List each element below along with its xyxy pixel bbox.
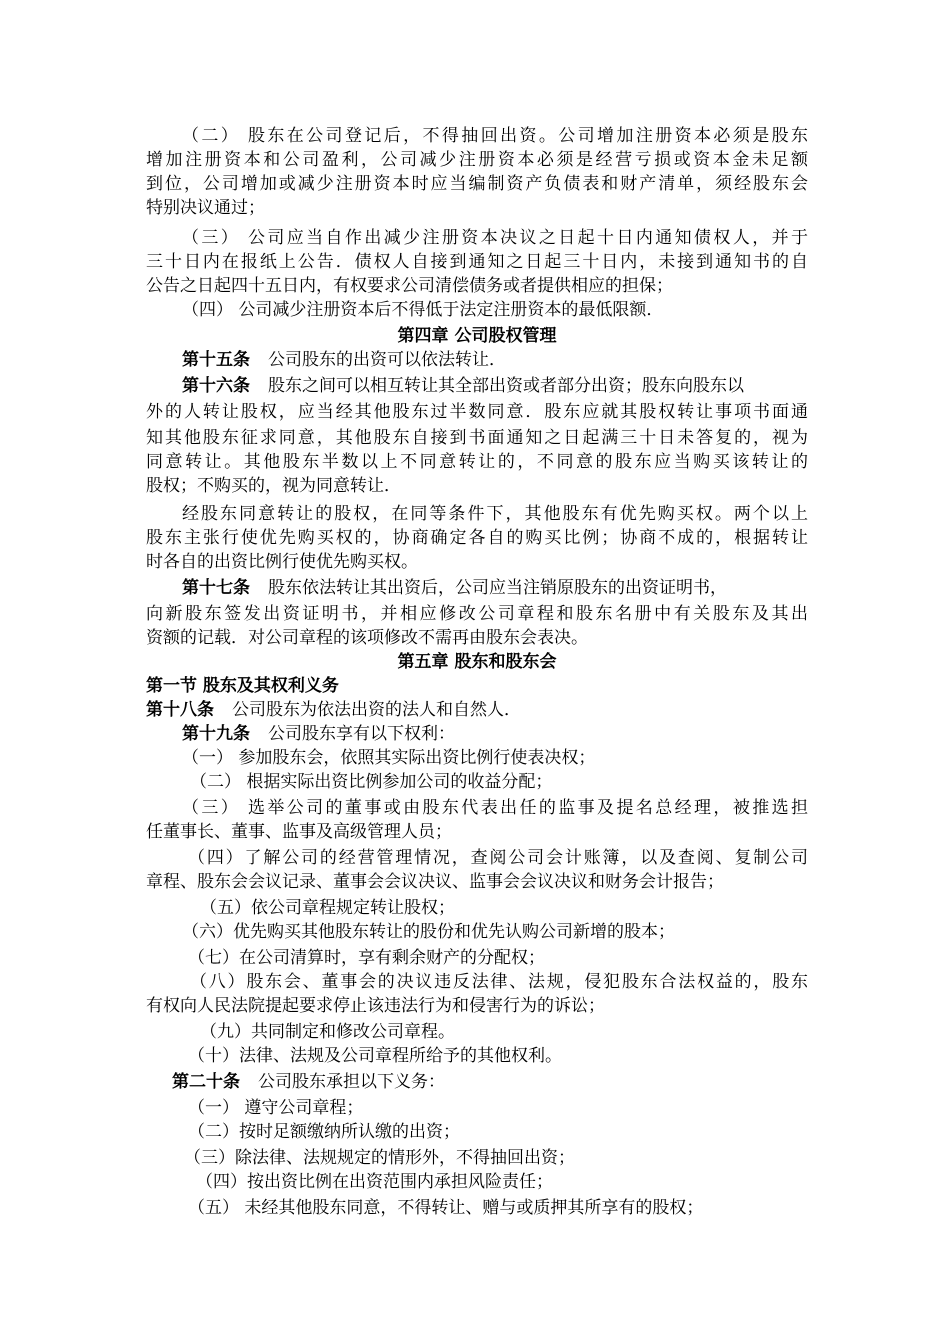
paragraph-line: （四） 公司减少注册资本后不得低于法定注册资本的最低限额． bbox=[182, 300, 664, 320]
article-line bbox=[182, 722, 844, 746]
paragraph-line: 增加注册资本和公司盈利，公司减少注册资本必须是经营亏损或资本金未足额 bbox=[146, 150, 808, 170]
article-number: 第十七条 bbox=[182, 578, 250, 598]
paragraph-line: 三十日内在报纸上公告．债权人自接到通知之日起三十日内，未接到通知书的自 bbox=[146, 252, 808, 272]
article-line bbox=[182, 374, 808, 398]
article-text: 公司股东的出资可以依法转让． bbox=[268, 350, 506, 370]
paragraph-line: 任董事长、董事、监事及高级管理人员； bbox=[146, 822, 452, 842]
list-item: （九）共同制定和修改公司章程。 bbox=[200, 1022, 455, 1042]
list-item: （一） 参加股东会，依照其实际出资比例行使表决权； bbox=[182, 748, 596, 768]
list-item: （四）按出资比例在出资范围内承担风险责任； bbox=[196, 1172, 553, 1192]
paragraph-line: 资额的记载．对公司章程的该项修改不需再由股东会表决。 bbox=[146, 628, 588, 648]
list-item: （四）了解公司的经营管理情况，查阅公司会计账簿，以及查阅、复制公司 bbox=[188, 848, 808, 868]
article-line bbox=[182, 576, 808, 600]
list-item: （五）依公司章程规定转让股权； bbox=[200, 898, 455, 918]
article-number: 第十九条 bbox=[182, 724, 250, 744]
article-text: 公司股东享有以下权利： bbox=[268, 724, 455, 744]
paragraph-line: 公告之日起四十五日内，有权要求公司清偿债务或者提供相应的担保； bbox=[146, 276, 673, 296]
section-heading: 第一节 股东及其权利义务 bbox=[146, 676, 339, 696]
paragraph-line: 向新股东签发出资证明书，并相应修改公司章程和股东名册中有关股东及其出 bbox=[146, 604, 808, 624]
article-line bbox=[182, 348, 844, 372]
paragraph-line: 章程、股东会会议记录、董事会会议决议、监事会会议决议和财务会计报告； bbox=[146, 872, 724, 892]
article-text: 股东之间可以相互转让其全部出资或者部分出资；股东向股东以 bbox=[268, 376, 744, 396]
article-number: 第十五条 bbox=[182, 350, 250, 370]
article-line bbox=[146, 698, 808, 722]
list-item: （十）法律、法规及公司章程所给予的其他权利。 bbox=[188, 1046, 562, 1066]
paragraph-line: 股权；不购买的，视为同意转让． bbox=[146, 476, 401, 496]
chapter-heading: 第五章 股东和股东会 bbox=[397, 652, 557, 672]
chapter-heading: 第四章 公司股权管理 bbox=[397, 326, 557, 346]
paragraph-line: 特别决议通过； bbox=[146, 198, 265, 218]
paragraph-line: 有权向人民法院提起要求停止该违法行为和侵害行为的诉讼； bbox=[146, 996, 605, 1016]
paragraph-line: 时各自的出资比例行使优先购买权。 bbox=[146, 552, 418, 572]
article-text: 公司股东承担以下义务： bbox=[258, 1072, 445, 1092]
list-item: （八）股东会、董事会的决议违反法律、法规，侵犯股东合法权益的，股东 bbox=[190, 972, 808, 992]
paragraph-line: 外的人转让股权，应当经其他股东过半数同意．股东应就其股权转让事项书面通 bbox=[146, 402, 808, 422]
paragraph-line: 到位，公司增加或减少注册资本时应当编制资产负债表和财产清单，须经股东会 bbox=[146, 174, 808, 194]
list-item: （二） 根据实际出资比例参加公司的收益分配； bbox=[190, 772, 553, 792]
article-text: 股东依法转让其出资后，公司应当注销原股东的出资证明书， bbox=[268, 578, 727, 598]
paragraph-line: 知其他股东征求同意，其他股东自接到书面通知之日起满三十日未答复的，视为 bbox=[146, 428, 808, 448]
article-text: 公司股东为依法出资的法人和自然人． bbox=[232, 700, 521, 720]
paragraph-line: （三） 公司应当自作出减少注册资本决议之日起十日内通知债权人，并于 bbox=[182, 228, 808, 248]
article-number: 第二十条 bbox=[172, 1072, 240, 1092]
article-line bbox=[172, 1070, 834, 1094]
list-item: （五） 未经其他股东同意，不得转让、赠与或质押其所享有的股权； bbox=[188, 1198, 704, 1218]
article-number: 第十八条 bbox=[146, 700, 214, 720]
list-item: （七）在公司清算时，享有剩余财产的分配权； bbox=[188, 948, 545, 968]
article-number: 第十六条 bbox=[182, 376, 250, 396]
paragraph-line: 经股东同意转让的股权，在同等条件下，其他股东有优先购买权。两个以上 bbox=[182, 504, 808, 524]
list-item: （三）除法律、法规规定的情形外，不得抽回出资； bbox=[184, 1148, 575, 1168]
paragraph-line: （二） 股东在公司登记后，不得抽回出资。公司增加注册资本必须是股东 bbox=[182, 126, 808, 146]
paragraph-line: 股东主张行使优先购买权的，协商确定各自的购买比例；协商不成的，根据转让 bbox=[146, 528, 808, 548]
list-item: （三） 选举公司的董事或由股东代表出任的监事及提名总经理，被推选担 bbox=[182, 798, 808, 818]
paragraph-line: 同意转让。其他股东半数以上不同意转让的，不同意的股东应当购买该转让的 bbox=[146, 452, 808, 472]
list-item: （一） 遵守公司章程； bbox=[188, 1098, 364, 1118]
list-item: （六）优先购买其他股东转让的股份和优先认购公司新增的股本； bbox=[182, 922, 675, 942]
list-item: （二）按时足额缴纳所认缴的出资； bbox=[188, 1122, 460, 1142]
